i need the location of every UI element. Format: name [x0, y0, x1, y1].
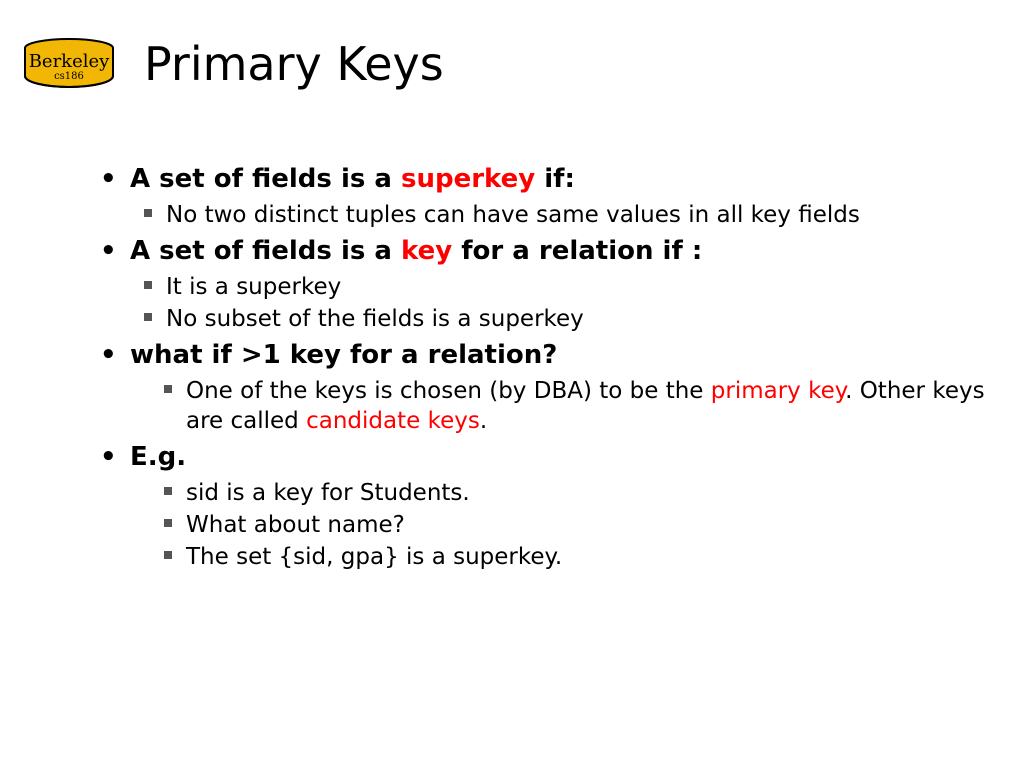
plain-text: E.g. — [130, 442, 187, 472]
plain-text: It is a superkey — [166, 274, 342, 300]
plain-text: . — [479, 408, 488, 434]
highlight-text: candidate keys — [306, 408, 480, 434]
svg-text:Berkeley: Berkeley — [28, 51, 110, 72]
bullet-dot-icon: • — [100, 340, 117, 370]
bullet-dot-icon: • — [100, 442, 117, 472]
bullet-text-level2 — [186, 376, 988, 436]
bullet-square-icon — [144, 209, 152, 217]
bullet-square-icon — [164, 487, 172, 495]
bullet-list-level2 — [130, 200, 988, 230]
bullet-item-level2 — [130, 272, 988, 302]
bullet-text-level2 — [166, 200, 988, 230]
plain-text: No subset of the fields is a superkey — [166, 306, 584, 332]
bullet-list-level2 — [130, 478, 988, 572]
plain-text: What about name? — [186, 512, 405, 538]
slide-body — [88, 158, 988, 572]
bullet-item-level1 — [88, 436, 988, 572]
bullet-text-level1 — [130, 334, 988, 374]
bullet-square-icon — [144, 281, 152, 289]
bullet-item-level2 — [130, 376, 988, 436]
plain-text: what if >1 key for a relation? — [130, 340, 558, 370]
bullet-item-level2 — [130, 200, 988, 230]
bullet-list-level1 — [88, 158, 988, 572]
plain-text: for a relation if : — [452, 236, 703, 266]
bullet-list-level2 — [130, 272, 988, 334]
bullet-dot-icon: • — [100, 236, 117, 266]
bullet-square-icon — [164, 385, 172, 393]
plain-text: A set of fields is a — [130, 236, 401, 266]
page-title: Primary Keys — [144, 37, 444, 91]
bullet-text-level1 — [130, 230, 988, 270]
bullet-item-level1 — [88, 158, 988, 230]
bullet-item-level2 — [130, 304, 988, 334]
bullet-square-icon — [164, 519, 172, 527]
bullet-text-level2 — [166, 272, 988, 302]
bullet-text-level2 — [186, 542, 988, 572]
bullet-item-level1 — [88, 334, 988, 436]
plain-text: One of the keys is chosen (by DBA) to be the — [186, 378, 711, 404]
bullet-item-level2 — [130, 510, 988, 540]
bullet-text-level2 — [186, 478, 988, 508]
bullet-item-level1 — [88, 230, 988, 334]
bullet-square-icon — [164, 551, 172, 559]
berkeley-cs186-logo — [14, 36, 124, 98]
plain-text: A set of fields is a — [130, 164, 401, 194]
plain-text: No two distinct tuples can have same values in all key fields — [166, 202, 860, 228]
plain-text: . Other keys are called — [186, 378, 985, 434]
plain-text: sid is a key for Students. — [186, 480, 470, 506]
highlight-text: primary key — [710, 378, 846, 404]
highlight-text: key — [400, 236, 453, 266]
bullet-text-level1 — [130, 436, 988, 476]
highlight-text: superkey — [400, 164, 536, 194]
bullet-text-level1 — [130, 158, 988, 198]
bullet-dot-icon: • — [100, 164, 117, 194]
bullet-list-level2 — [130, 376, 988, 436]
bullet-item-level2 — [130, 542, 988, 572]
bullet-text-level2 — [166, 304, 988, 334]
bullet-square-icon — [144, 313, 152, 321]
plain-text: if: — [535, 164, 575, 194]
svg-text:cs186: cs186 — [54, 71, 84, 82]
bullet-item-level2 — [130, 478, 988, 508]
bullet-text-level2 — [186, 510, 988, 540]
plain-text: The set {sid, gpa} is a superkey. — [186, 544, 563, 570]
